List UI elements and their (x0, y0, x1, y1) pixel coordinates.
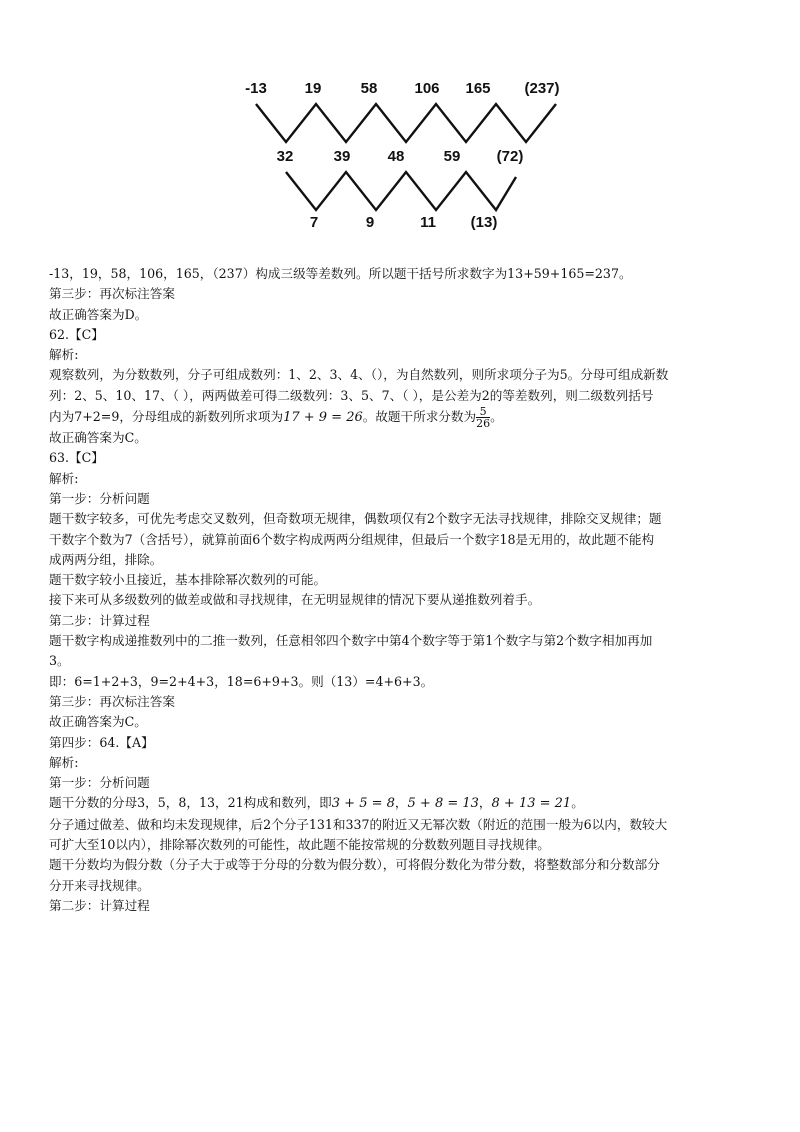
text-line: 接下来可从多级数列的做差或做和寻找规律，在无明显规律的情况下要从递推数列着手。 (49, 592, 541, 608)
analysis-label: 解析: (49, 470, 79, 486)
solution-text (49, 264, 759, 916)
text-line-with-math (49, 793, 759, 814)
row2-value: 32 (276, 148, 294, 165)
row1-value: 58 (360, 80, 378, 97)
text-line-with-math (49, 405, 759, 431)
row2-value: (72) (496, 148, 524, 165)
row2-value: 39 (333, 148, 351, 165)
text-segment: ， (478, 795, 492, 811)
fraction-denominator: 26 (476, 417, 491, 431)
row1-value: -13 (245, 80, 267, 97)
text-segment: 。故题干所求分数为 (362, 409, 477, 425)
text-line: 观察数列，为分数数列，分子可组成数列：1、2、3、4、（），为自然数列，则所求项分子为5。分母可组成新数 (49, 367, 669, 383)
row1-value: 19 (304, 80, 322, 97)
text-segment: 题干分数的分母3，5，8，13，21构成和数列，即 (49, 795, 332, 811)
text-segment: 。 (490, 409, 503, 425)
row1-value: (237) (524, 80, 560, 97)
text-segment: 内为7+2=9，分母组成的新数列所求项为 (49, 409, 284, 425)
step-heading: 第三步：再次标注答案 (49, 693, 175, 709)
text-line: 题干数字构成递推数列中的二推一数列，任意相邻四个数字中第4个数字等于第1个数字与第2个数字相加再加 (49, 633, 653, 649)
text-segment: ， (394, 795, 408, 811)
math-expression: 3 + 5 = 8 (331, 796, 395, 812)
row2-value: 59 (443, 148, 461, 165)
text-line: 3。 (49, 653, 70, 669)
text-line: 可扩大至10以内），排除幂次数列的可能性，故此题不能按常规的分数数列题目寻找规律。 (49, 837, 550, 853)
text-line: 成两两分组，排除。 (49, 551, 163, 567)
analysis-label: 解析: (49, 347, 79, 363)
row3-value: 11 (420, 214, 436, 231)
text-line: -13，19，58，106，165，（237）构成三级等差数列。所以题干括号所求数字为13+59+165=237。 (49, 266, 632, 281)
step-heading: 第二步：计算过程 (49, 897, 150, 913)
row2-value: 48 (387, 148, 405, 165)
text-line: 分子通过做差、做和均未发现规律，后2个分子131和337的附近又无幂次数（附近的范围一般为6以内，数较大 (49, 816, 668, 832)
text-line: 列：2、5、10、17、（ ），两两做差可得二级数列：3、5、7、（ ），是公差为2的等差数列，则二级数列括号 (49, 387, 654, 403)
math-expression: 17 + 9 = 26 (283, 410, 363, 426)
text-line: 即：6=1+2+3，9=2+4+3，18=6+9+3。则（13）=4+6+3。 (49, 673, 434, 689)
fraction-numerator: 5 (479, 405, 487, 419)
text-line: 题干分数均为假分数（分子大于或等于分母的分数为假分数），可将假分数化为带分数，将整数部分和分数部分 (49, 857, 660, 873)
step-heading: 第二步：计算过程 (49, 612, 150, 628)
step-heading: 第三步：再次标注答案 (49, 286, 175, 302)
row3-value: 9 (365, 214, 375, 231)
question-number: 63.【C】 (49, 450, 104, 466)
row3-value: 7 (309, 214, 319, 231)
text-segment: 。 (571, 795, 584, 811)
step-heading: 第一步：分析问题 (49, 775, 150, 791)
row3-value: (13) (470, 214, 498, 231)
text-line: 题干数字较多，可优先考虑交叉数列，但奇数项无规律，偶数项仅有2个数字无法寻找规律，排除交叉规律；题 (49, 511, 662, 527)
math-expression: 5 + 8 = 13 (407, 796, 479, 812)
analysis-label: 解析: (49, 754, 79, 770)
difference-diagram (236, 72, 576, 242)
text-line: 分开来寻找规律。 (49, 877, 150, 893)
step-heading: 第一步：分析问题 (49, 490, 150, 506)
question-number: 第四步：64.【A】 (49, 734, 154, 750)
answer-line: 故正确答案为C。 (49, 430, 147, 446)
text-line: 题干数字较小且接近，基本排除幂次数列的可能。 (49, 572, 327, 588)
row1-value: 106 (414, 80, 440, 97)
answer-line: 故正确答案为C。 (49, 714, 147, 730)
fraction (476, 406, 490, 429)
row1-value: 165 (465, 80, 491, 97)
text-line: 干数字个数为7（含括号），就算前面6个数字构成两两分组规律，但最后一个数字18是无用的，故此题不能构 (49, 531, 655, 547)
answer-line: 故正确答案为D。 (49, 306, 148, 322)
math-expression: 8 + 13 = 21 (491, 796, 572, 812)
question-number: 62.【C】 (49, 326, 104, 342)
